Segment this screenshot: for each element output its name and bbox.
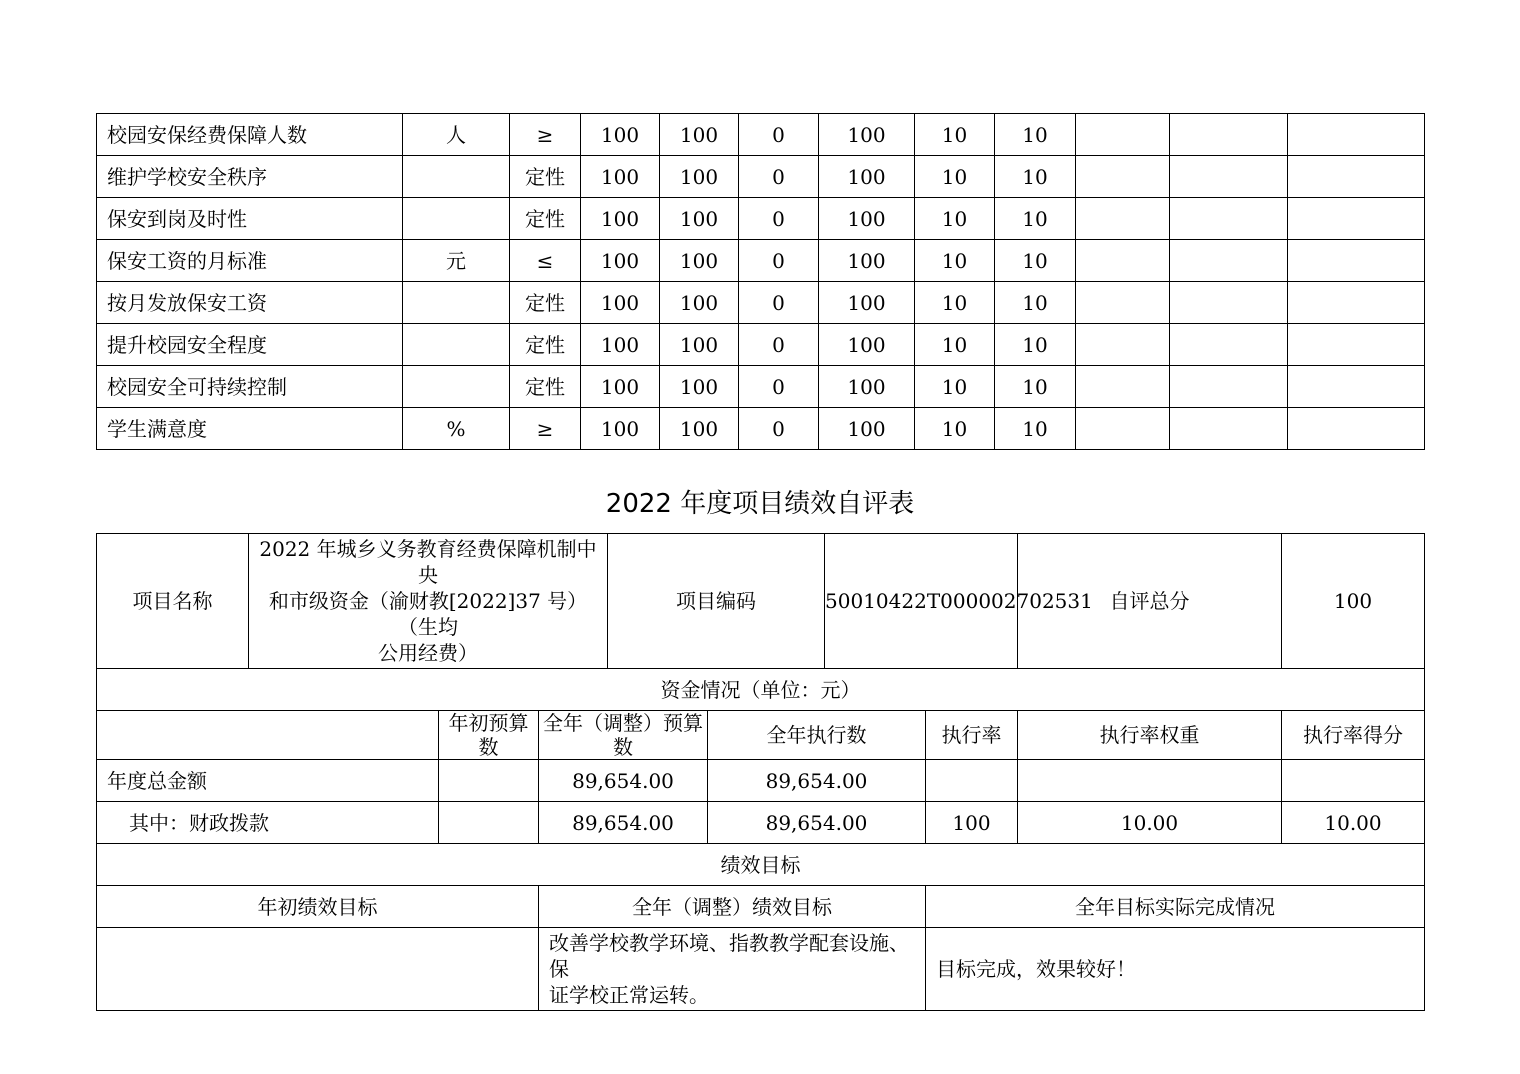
indicator-v2-cell: 100 [660, 114, 739, 156]
indicator-v3-cell: 0 [739, 366, 819, 408]
indicator-unit-cell [403, 198, 510, 240]
indicator-v5-cell: 10 [915, 114, 995, 156]
indicator-v1-cell: 100 [581, 282, 660, 324]
indicator-op-cell: 定性 [510, 198, 581, 240]
indicator-table-body [97, 114, 1425, 450]
indicator-empty-cell [1076, 114, 1170, 156]
total-score-label: 自评总分 [1018, 534, 1282, 669]
indicator-v3-cell: 0 [739, 408, 819, 450]
indicator-v2-cell: 100 [660, 408, 739, 450]
project-name-label: 项目名称 [97, 534, 249, 669]
indicator-table [96, 113, 1425, 450]
goals-adjusted-value: 改善学校教学环境、指教教学配套设施、保 证学校正常运转。 [539, 928, 926, 1011]
indicator-empty-cell [1170, 156, 1288, 198]
goals-header-initial: 年初绩效目标 [97, 886, 539, 928]
indicator-v1-cell: 100 [581, 198, 660, 240]
indicator-unit-cell: 人 [403, 114, 510, 156]
funds-total-adjusted: 89,654.00 [539, 760, 708, 802]
goals-initial-value [97, 928, 539, 1011]
indicator-empty-cell [1170, 282, 1288, 324]
indicator-name-cell: 校园安保经费保障人数 [97, 114, 403, 156]
indicator-v5-cell: 10 [915, 324, 995, 366]
indicator-v4-cell: 100 [819, 282, 915, 324]
indicator-empty-cell [1170, 324, 1288, 366]
funds-fiscal-weight: 10.00 [1018, 802, 1282, 844]
indicator-v5-cell: 10 [915, 366, 995, 408]
funds-fiscal-label: 其中：财政拨款 [97, 802, 439, 844]
indicator-op-cell: 定性 [510, 282, 581, 324]
funds-header-executed: 全年执行数 [708, 711, 926, 760]
funds-total-rate [926, 760, 1018, 802]
table-row [97, 156, 1425, 198]
funds-header-rate: 执行率 [926, 711, 1018, 760]
indicator-v2-cell: 100 [660, 240, 739, 282]
goals-header-adjusted: 全年（调整）绩效目标 [539, 886, 926, 928]
indicator-name-cell: 保安到岗及时性 [97, 198, 403, 240]
indicator-name-cell: 保安工资的月标准 [97, 240, 403, 282]
indicator-empty-cell [1288, 198, 1425, 240]
indicator-unit-cell [403, 156, 510, 198]
indicator-v5-cell: 10 [915, 240, 995, 282]
indicator-v4-cell: 100 [819, 114, 915, 156]
indicator-op-cell: ≤ [510, 240, 581, 282]
indicator-v2-cell: 100 [660, 324, 739, 366]
indicator-name-cell: 学生满意度 [97, 408, 403, 450]
indicator-v3-cell: 0 [739, 198, 819, 240]
indicator-empty-cell [1076, 240, 1170, 282]
goals-actual-value: 目标完成，效果较好！ [926, 928, 1425, 1011]
indicator-empty-cell [1076, 324, 1170, 366]
funds-fiscal-score: 10.00 [1282, 802, 1425, 844]
indicator-v4-cell: 100 [819, 156, 915, 198]
indicator-op-cell: ≥ [510, 408, 581, 450]
funds-fiscal-initial [439, 802, 539, 844]
indicator-v1-cell: 100 [581, 114, 660, 156]
indicator-empty-cell [1288, 114, 1425, 156]
indicator-empty-cell [1076, 282, 1170, 324]
indicator-v2-cell: 100 [660, 282, 739, 324]
indicator-v2-cell: 100 [660, 198, 739, 240]
goals-section-header: 绩效目标 [97, 844, 1425, 886]
indicator-unit-cell [403, 366, 510, 408]
funds-total-executed: 89,654.00 [708, 760, 926, 802]
indicator-empty-cell [1076, 156, 1170, 198]
indicator-op-cell: 定性 [510, 324, 581, 366]
indicator-v5-cell: 10 [915, 408, 995, 450]
funds-header-score: 执行率得分 [1282, 711, 1425, 760]
indicator-name-cell: 提升校园安全程度 [97, 324, 403, 366]
indicator-v3-cell: 0 [739, 324, 819, 366]
indicator-name-cell: 维护学校安全秩序 [97, 156, 403, 198]
funds-total-initial [439, 760, 539, 802]
self-evaluation-table [96, 533, 1425, 1011]
indicator-v4-cell: 100 [819, 198, 915, 240]
table-row [97, 324, 1425, 366]
project-name-value: 2022 年城乡义务教育经费保障机制中央 和市级资金（渝财教[2022]37 号）（生均 公用经费） [249, 534, 608, 669]
indicator-empty-cell [1076, 366, 1170, 408]
indicator-empty-cell [1170, 198, 1288, 240]
funds-header-weight: 执行率权重 [1018, 711, 1282, 760]
funds-fiscal-rate: 100 [926, 802, 1018, 844]
indicator-v1-cell: 100 [581, 240, 660, 282]
indicator-empty-cell [1288, 366, 1425, 408]
table-row [97, 114, 1425, 156]
indicator-empty-cell [1288, 240, 1425, 282]
indicator-v3-cell: 0 [739, 114, 819, 156]
indicator-v6-cell: 10 [995, 408, 1076, 450]
indicator-empty-cell [1076, 408, 1170, 450]
goals-header-actual: 全年目标实际完成情况 [926, 886, 1425, 928]
indicator-v5-cell: 10 [915, 282, 995, 324]
funds-total-score [1282, 760, 1425, 802]
indicator-v6-cell: 10 [995, 324, 1076, 366]
indicator-unit-cell [403, 282, 510, 324]
indicator-empty-cell [1170, 366, 1288, 408]
indicator-name-cell: 按月发放保安工资 [97, 282, 403, 324]
indicator-empty-cell [1170, 240, 1288, 282]
indicator-name-cell: 校园安全可持续控制 [97, 366, 403, 408]
indicator-empty-cell [1288, 324, 1425, 366]
funds-header-adjusted: 全年（调整）预算数 [539, 711, 708, 760]
indicator-v1-cell: 100 [581, 366, 660, 408]
funds-fiscal-executed: 89,654.00 [708, 802, 926, 844]
funds-header-blank [97, 711, 439, 760]
indicator-v6-cell: 10 [995, 366, 1076, 408]
indicator-v1-cell: 100 [581, 156, 660, 198]
indicator-v3-cell: 0 [739, 240, 819, 282]
indicator-v6-cell: 10 [995, 114, 1076, 156]
indicator-op-cell: 定性 [510, 156, 581, 198]
indicator-empty-cell [1170, 114, 1288, 156]
table-row [97, 198, 1425, 240]
indicator-v1-cell: 100 [581, 324, 660, 366]
indicator-v2-cell: 100 [660, 156, 739, 198]
funds-total-label: 年度总金额 [97, 760, 439, 802]
indicator-v6-cell: 10 [995, 240, 1076, 282]
indicator-v4-cell: 100 [819, 366, 915, 408]
page-title: 2022 年度项目绩效自评表 [605, 489, 915, 519]
table-row [97, 408, 1425, 450]
indicator-unit-cell: 元 [403, 240, 510, 282]
project-code-label: 项目编码 [608, 534, 825, 669]
table-row [97, 282, 1425, 324]
indicator-op-cell: 定性 [510, 366, 581, 408]
indicator-v1-cell: 100 [581, 408, 660, 450]
indicator-v3-cell: 0 [739, 156, 819, 198]
funds-section-header: 资金情况（单位：元） [97, 669, 1425, 711]
table-row [97, 240, 1425, 282]
indicator-empty-cell [1288, 408, 1425, 450]
indicator-v4-cell: 100 [819, 324, 915, 366]
funds-header-initial: 年初预算数 [439, 711, 539, 760]
indicator-empty-cell [1170, 408, 1288, 450]
indicator-v6-cell: 10 [995, 282, 1076, 324]
indicator-empty-cell [1076, 198, 1170, 240]
indicator-empty-cell [1288, 156, 1425, 198]
indicator-empty-cell [1288, 282, 1425, 324]
table-row [97, 366, 1425, 408]
indicator-v4-cell: 100 [819, 240, 915, 282]
indicator-v4-cell: 100 [819, 408, 915, 450]
indicator-v6-cell: 10 [995, 156, 1076, 198]
indicator-v3-cell: 0 [739, 282, 819, 324]
indicator-v5-cell: 10 [915, 156, 995, 198]
funds-fiscal-adjusted: 89,654.00 [539, 802, 708, 844]
indicator-op-cell: ≥ [510, 114, 581, 156]
indicator-v2-cell: 100 [660, 366, 739, 408]
indicator-v5-cell: 10 [915, 198, 995, 240]
indicator-v6-cell: 10 [995, 198, 1076, 240]
indicator-unit-cell [403, 324, 510, 366]
total-score-value: 100 [1282, 534, 1425, 669]
funds-total-weight [1018, 760, 1282, 802]
project-code-value: 50010422T000002702531 [825, 534, 1018, 669]
indicator-unit-cell: % [403, 408, 510, 450]
